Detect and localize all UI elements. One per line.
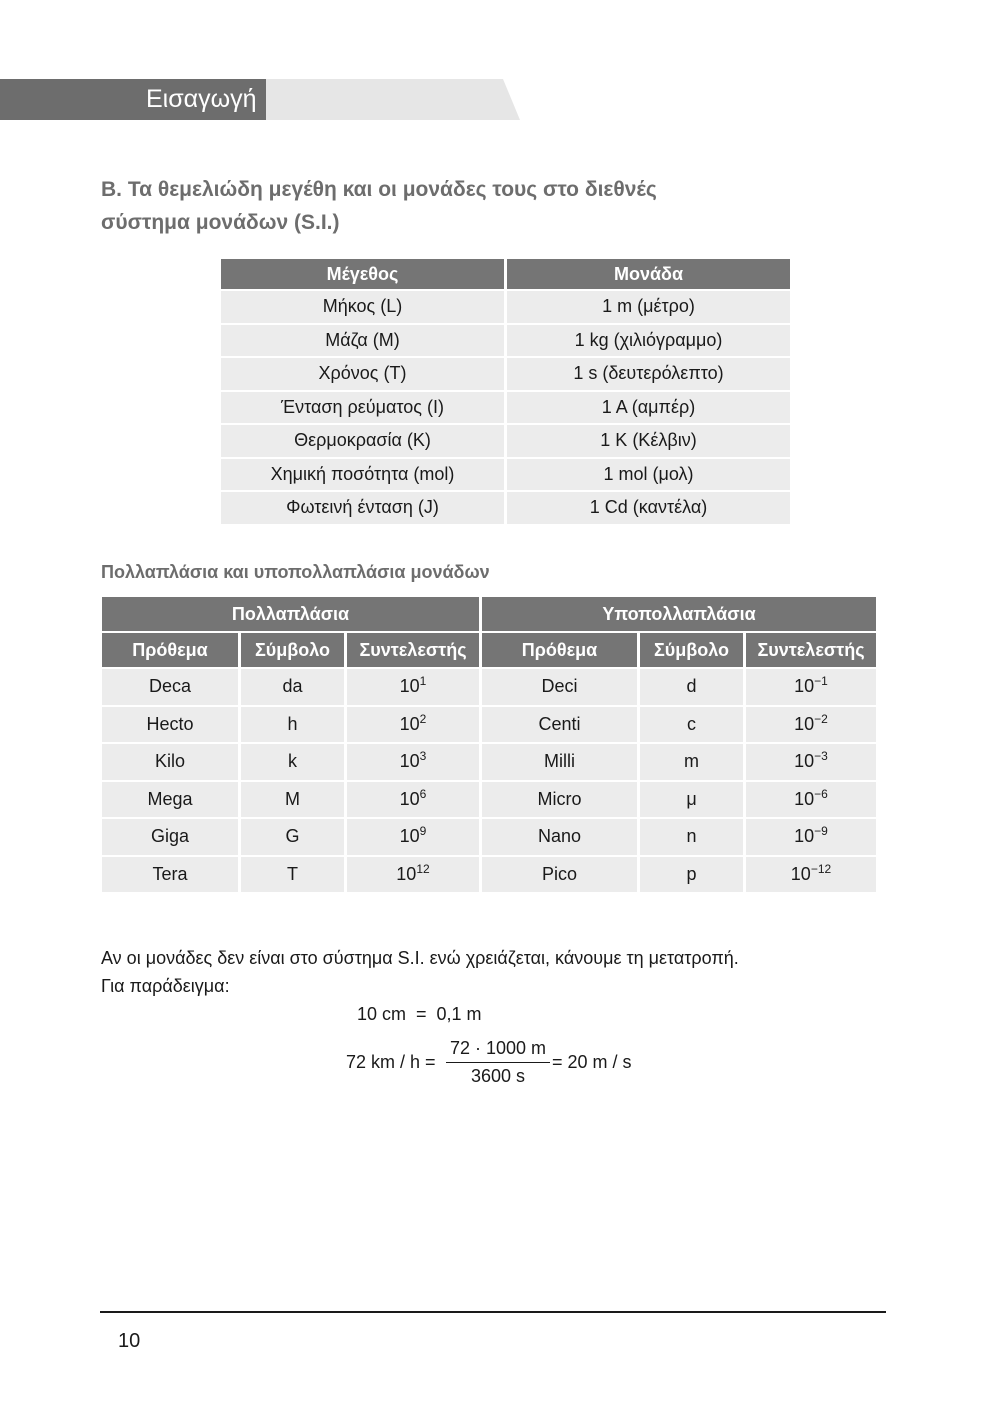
footer-divider bbox=[100, 1311, 886, 1313]
table-row bbox=[221, 291, 790, 323]
factor-exponent: −12 bbox=[810, 861, 832, 876]
table-row bbox=[221, 325, 790, 357]
factor-exponent: 9 bbox=[419, 824, 427, 839]
factor-exponent: −2 bbox=[814, 711, 828, 726]
quantity-cell: Χημική ποσότητα (mol) bbox=[221, 459, 504, 491]
note-line-2: Για παράδειγμα: bbox=[101, 976, 230, 996]
fraction-denominator: 3600 s bbox=[470, 1066, 526, 1086]
factor-exponent: 6 bbox=[419, 786, 427, 801]
submultiple-symbol-cell: p bbox=[640, 857, 743, 893]
submultiple-symbol-cell: μ bbox=[640, 782, 743, 818]
column-header-factor: Συντελεστής bbox=[347, 633, 479, 667]
table-row bbox=[102, 744, 876, 780]
table-header-row bbox=[221, 259, 790, 289]
prefix-table-title: Πολλαπλάσια και υποπολλαπλάσια μονάδων bbox=[101, 562, 490, 582]
fraction-numerator: 72 · 1000 m bbox=[446, 1038, 550, 1063]
conversion-note bbox=[101, 944, 739, 1000]
quantity-cell: Μάζα (M) bbox=[221, 325, 504, 357]
table-row bbox=[102, 707, 876, 743]
multiple-factor-cell bbox=[347, 707, 479, 743]
table-row bbox=[221, 459, 790, 491]
submultiple-prefix-cell: Nano bbox=[482, 819, 637, 855]
factor-base: 10 bbox=[399, 751, 420, 772]
group-header-multiples: Πολλαπλάσια bbox=[102, 597, 479, 631]
column-header-quantity: Μέγεθος bbox=[221, 259, 504, 289]
table-row bbox=[102, 857, 876, 893]
section-title-line-2: σύστημα μονάδων (S.I.) bbox=[101, 211, 340, 234]
prefix-table bbox=[99, 595, 879, 894]
unit-cell: 1 s (δευτερόλεπτο) bbox=[507, 358, 790, 390]
factor-exponent: −3 bbox=[814, 749, 828, 764]
column-header-unit: Μονάδα bbox=[507, 259, 790, 289]
equation-2-left: 72 km / h = bbox=[346, 1052, 436, 1072]
factor-exponent: −9 bbox=[814, 824, 828, 839]
multiple-factor-cell bbox=[347, 744, 479, 780]
submultiple-factor-cell bbox=[746, 819, 876, 855]
multiple-prefix-cell: Kilo bbox=[102, 744, 238, 780]
table-row bbox=[221, 492, 790, 524]
multiple-symbol-cell: da bbox=[241, 669, 344, 705]
example-equation-1: 10 cm = 0,1 m bbox=[357, 1004, 482, 1024]
submultiple-factor-cell bbox=[746, 744, 876, 780]
quantity-cell: Ένταση ρεύματος (I) bbox=[221, 392, 504, 424]
equation-2-right: = 20 m / s bbox=[552, 1052, 632, 1072]
group-header-row bbox=[102, 597, 876, 631]
submultiple-prefix-cell: Micro bbox=[482, 782, 637, 818]
group-header-submultiples: Υποπολλαπλάσια bbox=[482, 597, 876, 631]
quantity-cell: Χρόνος (T) bbox=[221, 358, 504, 390]
column-header-symbol: Σύμβολο bbox=[241, 633, 344, 667]
unit-cell: 1 m (μέτρο) bbox=[507, 291, 790, 323]
column-header-prefix: Πρόθεμα bbox=[102, 633, 238, 667]
quantity-cell: Φωτεινή ένταση (J) bbox=[221, 492, 504, 524]
section-title bbox=[101, 173, 881, 239]
note-line-1: Αν οι μονάδες δεν είναι στο σύστημα S.I. ενώ χρειάζεται, κάνουμε τη μετατροπή. bbox=[101, 948, 739, 968]
factor-exponent: 2 bbox=[419, 711, 427, 726]
factor-base: 10 bbox=[396, 863, 417, 884]
multiple-symbol-cell: k bbox=[241, 744, 344, 780]
factor-base: 10 bbox=[399, 676, 420, 697]
chapter-title: Εισαγωγή bbox=[146, 85, 257, 113]
table-row bbox=[102, 782, 876, 818]
column-header-factor: Συντελεστής bbox=[746, 633, 876, 667]
multiple-prefix-cell: Mega bbox=[102, 782, 238, 818]
unit-cell: 1 A (αμπέρ) bbox=[507, 392, 790, 424]
multiple-symbol-cell: h bbox=[241, 707, 344, 743]
equation-2-fraction bbox=[446, 1038, 550, 1087]
factor-base: 10 bbox=[794, 751, 815, 772]
si-units-table bbox=[218, 257, 793, 526]
unit-cell: 1 Cd (καντέλα) bbox=[507, 492, 790, 524]
factor-exponent: 12 bbox=[416, 861, 430, 876]
submultiple-prefix-cell: Centi bbox=[482, 707, 637, 743]
multiple-prefix-cell: Giga bbox=[102, 819, 238, 855]
column-header-prefix: Πρόθεμα bbox=[482, 633, 637, 667]
submultiple-symbol-cell: c bbox=[640, 707, 743, 743]
column-header-row bbox=[102, 633, 876, 667]
quantity-cell: Θερμοκρασία (K) bbox=[221, 425, 504, 457]
table-row bbox=[102, 819, 876, 855]
column-header-symbol: Σύμβολο bbox=[640, 633, 743, 667]
table-row bbox=[221, 358, 790, 390]
multiple-factor-cell bbox=[347, 782, 479, 818]
unit-cell: 1 kg (χιλιόγραμμο) bbox=[507, 325, 790, 357]
multiple-prefix-cell: Tera bbox=[102, 857, 238, 893]
factor-base: 10 bbox=[794, 826, 815, 847]
unit-cell: 1 K (Κέλβιν) bbox=[507, 425, 790, 457]
multiple-prefix-cell: Hecto bbox=[102, 707, 238, 743]
multiple-symbol-cell: M bbox=[241, 782, 344, 818]
submultiple-prefix-cell: Pico bbox=[482, 857, 637, 893]
factor-base: 10 bbox=[399, 826, 420, 847]
unit-cell: 1 mol (μολ) bbox=[507, 459, 790, 491]
multiple-symbol-cell: G bbox=[241, 819, 344, 855]
factor-exponent: 3 bbox=[419, 749, 427, 764]
factor-base: 10 bbox=[790, 863, 811, 884]
submultiple-prefix-cell: Deci bbox=[482, 669, 637, 705]
page-number: 10 bbox=[118, 1330, 141, 1352]
quantity-cell: Μήκος (L) bbox=[221, 291, 504, 323]
factor-base: 10 bbox=[399, 788, 420, 809]
multiple-factor-cell bbox=[347, 819, 479, 855]
table-row bbox=[221, 392, 790, 424]
submultiple-factor-cell bbox=[746, 669, 876, 705]
submultiple-symbol-cell: m bbox=[640, 744, 743, 780]
submultiple-factor-cell bbox=[746, 857, 876, 893]
multiple-factor-cell bbox=[347, 857, 479, 893]
submultiple-factor-cell bbox=[746, 782, 876, 818]
submultiple-symbol-cell: n bbox=[640, 819, 743, 855]
factor-exponent: −6 bbox=[814, 786, 828, 801]
submultiple-symbol-cell: d bbox=[640, 669, 743, 705]
factor-base: 10 bbox=[794, 713, 815, 734]
factor-base: 10 bbox=[794, 676, 815, 697]
factor-base: 10 bbox=[399, 713, 420, 734]
factor-exponent: 1 bbox=[419, 674, 427, 689]
multiple-prefix-cell: Deca bbox=[102, 669, 238, 705]
table-row bbox=[102, 669, 876, 705]
table-row bbox=[221, 425, 790, 457]
factor-exponent: −1 bbox=[814, 674, 828, 689]
section-title-line-1: Β. Τα θεμελιώδη μεγέθη και οι μονάδες τους στο διεθνές bbox=[101, 178, 657, 201]
submultiple-factor-cell bbox=[746, 707, 876, 743]
factor-base: 10 bbox=[794, 788, 815, 809]
submultiple-prefix-cell: Milli bbox=[482, 744, 637, 780]
multiple-symbol-cell: T bbox=[241, 857, 344, 893]
multiple-factor-cell bbox=[347, 669, 479, 705]
